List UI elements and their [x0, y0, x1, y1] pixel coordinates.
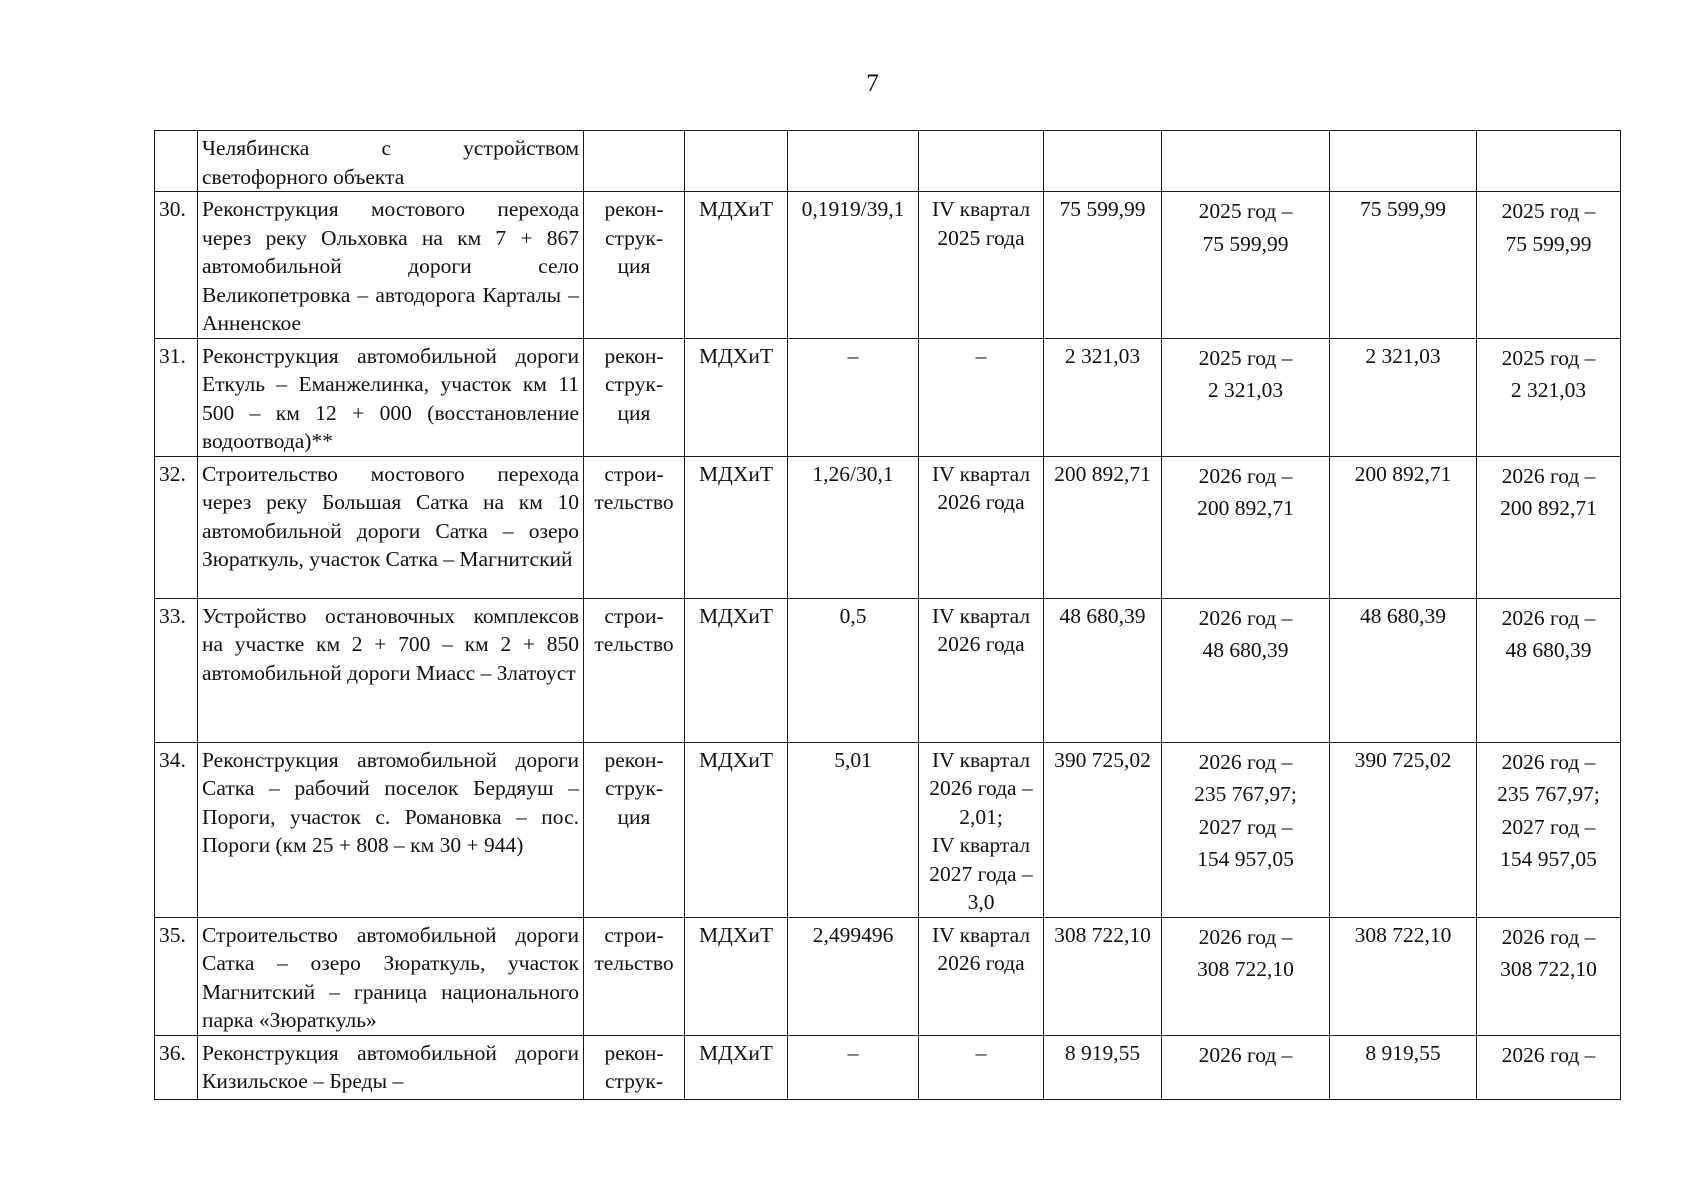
schedule-cell: 2026 год – — [1162, 1035, 1330, 1099]
table-row — [155, 192, 1621, 339]
cost-cell: 2 321,03 — [1044, 338, 1162, 456]
schedule-cell: 2026 год – 48 680,39 — [1162, 598, 1330, 742]
deadline-cell — [919, 131, 1044, 192]
object-name-cell: Реконструкция мостового перехода через реку Ольховка на км 7 + 867 автомобильной дороги село Великопетровка – автодорога Карталы – Анненское — [198, 192, 584, 339]
customer-cell — [685, 131, 788, 192]
capacity-cell: 0,1919/39,1 — [788, 192, 919, 339]
schedule-cell: 2025 год – 2 321,03 — [1162, 338, 1330, 456]
cost-limit-cell: 200 892,71 — [1330, 456, 1477, 598]
schedule-cell — [1162, 131, 1330, 192]
customer-cell: МДХиТ — [685, 456, 788, 598]
table-row — [155, 1035, 1621, 1099]
work-type-cell: рекон- струк- ция — [584, 338, 685, 456]
work-type-cell — [584, 131, 685, 192]
schedule-limit-cell: 2026 год – 48 680,39 — [1477, 598, 1621, 742]
work-type-cell: рекон- струк- ция — [584, 192, 685, 339]
cost-limit-cell: 2 321,03 — [1330, 338, 1477, 456]
object-name-line: Челябинска с устройством — [202, 136, 579, 160]
deadline-cell: IV квартал 2026 года – 2,01; IV квартал 2027 года – 3,0 — [919, 742, 1044, 917]
deadline-cell: IV квартал 2025 года — [919, 192, 1044, 339]
cost-limit-cell: 75 599,99 — [1330, 192, 1477, 339]
object-name-cell — [198, 131, 584, 192]
cost-limit-cell: 8 919,55 — [1330, 1035, 1477, 1099]
capacity-cell: – — [788, 1035, 919, 1099]
work-type-cell: строи- тельство — [584, 598, 685, 742]
capacity-cell: 0,5 — [788, 598, 919, 742]
work-type-cell: строи- тельство — [584, 917, 685, 1035]
row-number-cell — [155, 131, 198, 192]
schedule-limit-cell: 2025 год – 2 321,03 — [1477, 338, 1621, 456]
row-number-cell: 32. — [155, 456, 198, 598]
row-number-cell: 34. — [155, 742, 198, 917]
schedule-limit-cell — [1477, 131, 1621, 192]
cost-cell: 8 919,55 — [1044, 1035, 1162, 1099]
customer-cell: МДХиТ — [685, 1035, 788, 1099]
deadline-cell: IV квартал 2026 года — [919, 456, 1044, 598]
customer-cell: МДХиТ — [685, 598, 788, 742]
object-name-cell: Реконструкция автомобильной дороги Кизильское – Бреды – — [198, 1035, 584, 1099]
schedule-cell: 2025 год – 75 599,99 — [1162, 192, 1330, 339]
cost-cell: 48 680,39 — [1044, 598, 1162, 742]
capacity-cell: 1,26/30,1 — [788, 456, 919, 598]
deadline-cell: – — [919, 1035, 1044, 1099]
deadline-cell: – — [919, 338, 1044, 456]
row-number-cell: 33. — [155, 598, 198, 742]
object-name-cell: Реконструкция автомобильной дороги Еткуль – Еманжелинка, участок км 11 500 – км 12 + 000 (восстановление водоотвода)** — [198, 338, 584, 456]
cost-limit-cell: 308 722,10 — [1330, 917, 1477, 1035]
capacity-cell: 2,499496 — [788, 917, 919, 1035]
schedule-limit-cell: 2025 год – 75 599,99 — [1477, 192, 1621, 339]
capacity-cell: 5,01 — [788, 742, 919, 917]
schedule-limit-cell: 2026 год – 308 722,10 — [1477, 917, 1621, 1035]
table-row — [155, 742, 1621, 917]
cost-cell: 390 725,02 — [1044, 742, 1162, 917]
object-name-cell: Строительство мостового перехода через реку Большая Сатка на км 10 автомобильной дороги Сатка – озеро Зюраткуль, участок Сатка – Магнитский — [198, 456, 584, 598]
deadline-cell: IV квартал 2026 года — [919, 598, 1044, 742]
objects-table — [154, 130, 1621, 1100]
row-number-cell: 30. — [155, 192, 198, 339]
customer-cell: МДХиТ — [685, 192, 788, 339]
table-row-continued — [155, 131, 1621, 192]
cost-limit-cell: 48 680,39 — [1330, 598, 1477, 742]
schedule-cell: 2026 год – 308 722,10 — [1162, 917, 1330, 1035]
cost-cell — [1044, 131, 1162, 192]
table-row — [155, 917, 1621, 1035]
cost-cell: 200 892,71 — [1044, 456, 1162, 598]
table-row — [155, 456, 1621, 598]
work-type-cell: строи- тельство — [584, 456, 685, 598]
cost-limit-cell — [1330, 131, 1477, 192]
schedule-limit-cell: 2026 год – 200 892,71 — [1477, 456, 1621, 598]
customer-cell: МДХиТ — [685, 917, 788, 1035]
capacity-cell — [788, 131, 919, 192]
table-row — [155, 338, 1621, 456]
schedule-limit-cell: 2026 год – 235 767,97; 2027 год – 154 957,05 — [1477, 742, 1621, 917]
customer-cell: МДХиТ — [685, 742, 788, 917]
row-number-cell: 36. — [155, 1035, 198, 1099]
schedule-limit-cell: 2026 год – — [1477, 1035, 1621, 1099]
cost-limit-cell: 390 725,02 — [1330, 742, 1477, 917]
object-name-cell: Устройство остановочных комплексов на участке км 2 + 700 – км 2 + 850 автомобильной дороги Миасс – Златоуст — [198, 598, 584, 742]
schedule-cell: 2026 год – 235 767,97; 2027 год – 154 957,05 — [1162, 742, 1330, 917]
object-name-line: светофорного объекта — [202, 164, 405, 189]
object-name-cell: Строительство автомобильной дороги Сатка – озеро Зюраткуль, участок Магнитский – граница национального парка «Зюраткуль» — [198, 917, 584, 1035]
table-row — [155, 598, 1621, 742]
work-type-cell: рекон- струк- ция — [584, 742, 685, 917]
page-number: 7 — [866, 70, 879, 97]
work-type-cell: рекон- струк- — [584, 1035, 685, 1099]
deadline-cell: IV квартал 2026 года — [919, 917, 1044, 1035]
cost-cell: 308 722,10 — [1044, 917, 1162, 1035]
object-name-cell: Реконструкция автомобильной дороги Сатка – рабочий поселок Бердяуш – Пороги, участок с. Романовка – пос. Пороги (км 25 + 808 – км 30 + 944) — [198, 742, 584, 917]
schedule-cell: 2026 год – 200 892,71 — [1162, 456, 1330, 598]
row-number-cell: 31. — [155, 338, 198, 456]
customer-cell: МДХиТ — [685, 338, 788, 456]
capacity-cell: – — [788, 338, 919, 456]
cost-cell: 75 599,99 — [1044, 192, 1162, 339]
row-number-cell: 35. — [155, 917, 198, 1035]
